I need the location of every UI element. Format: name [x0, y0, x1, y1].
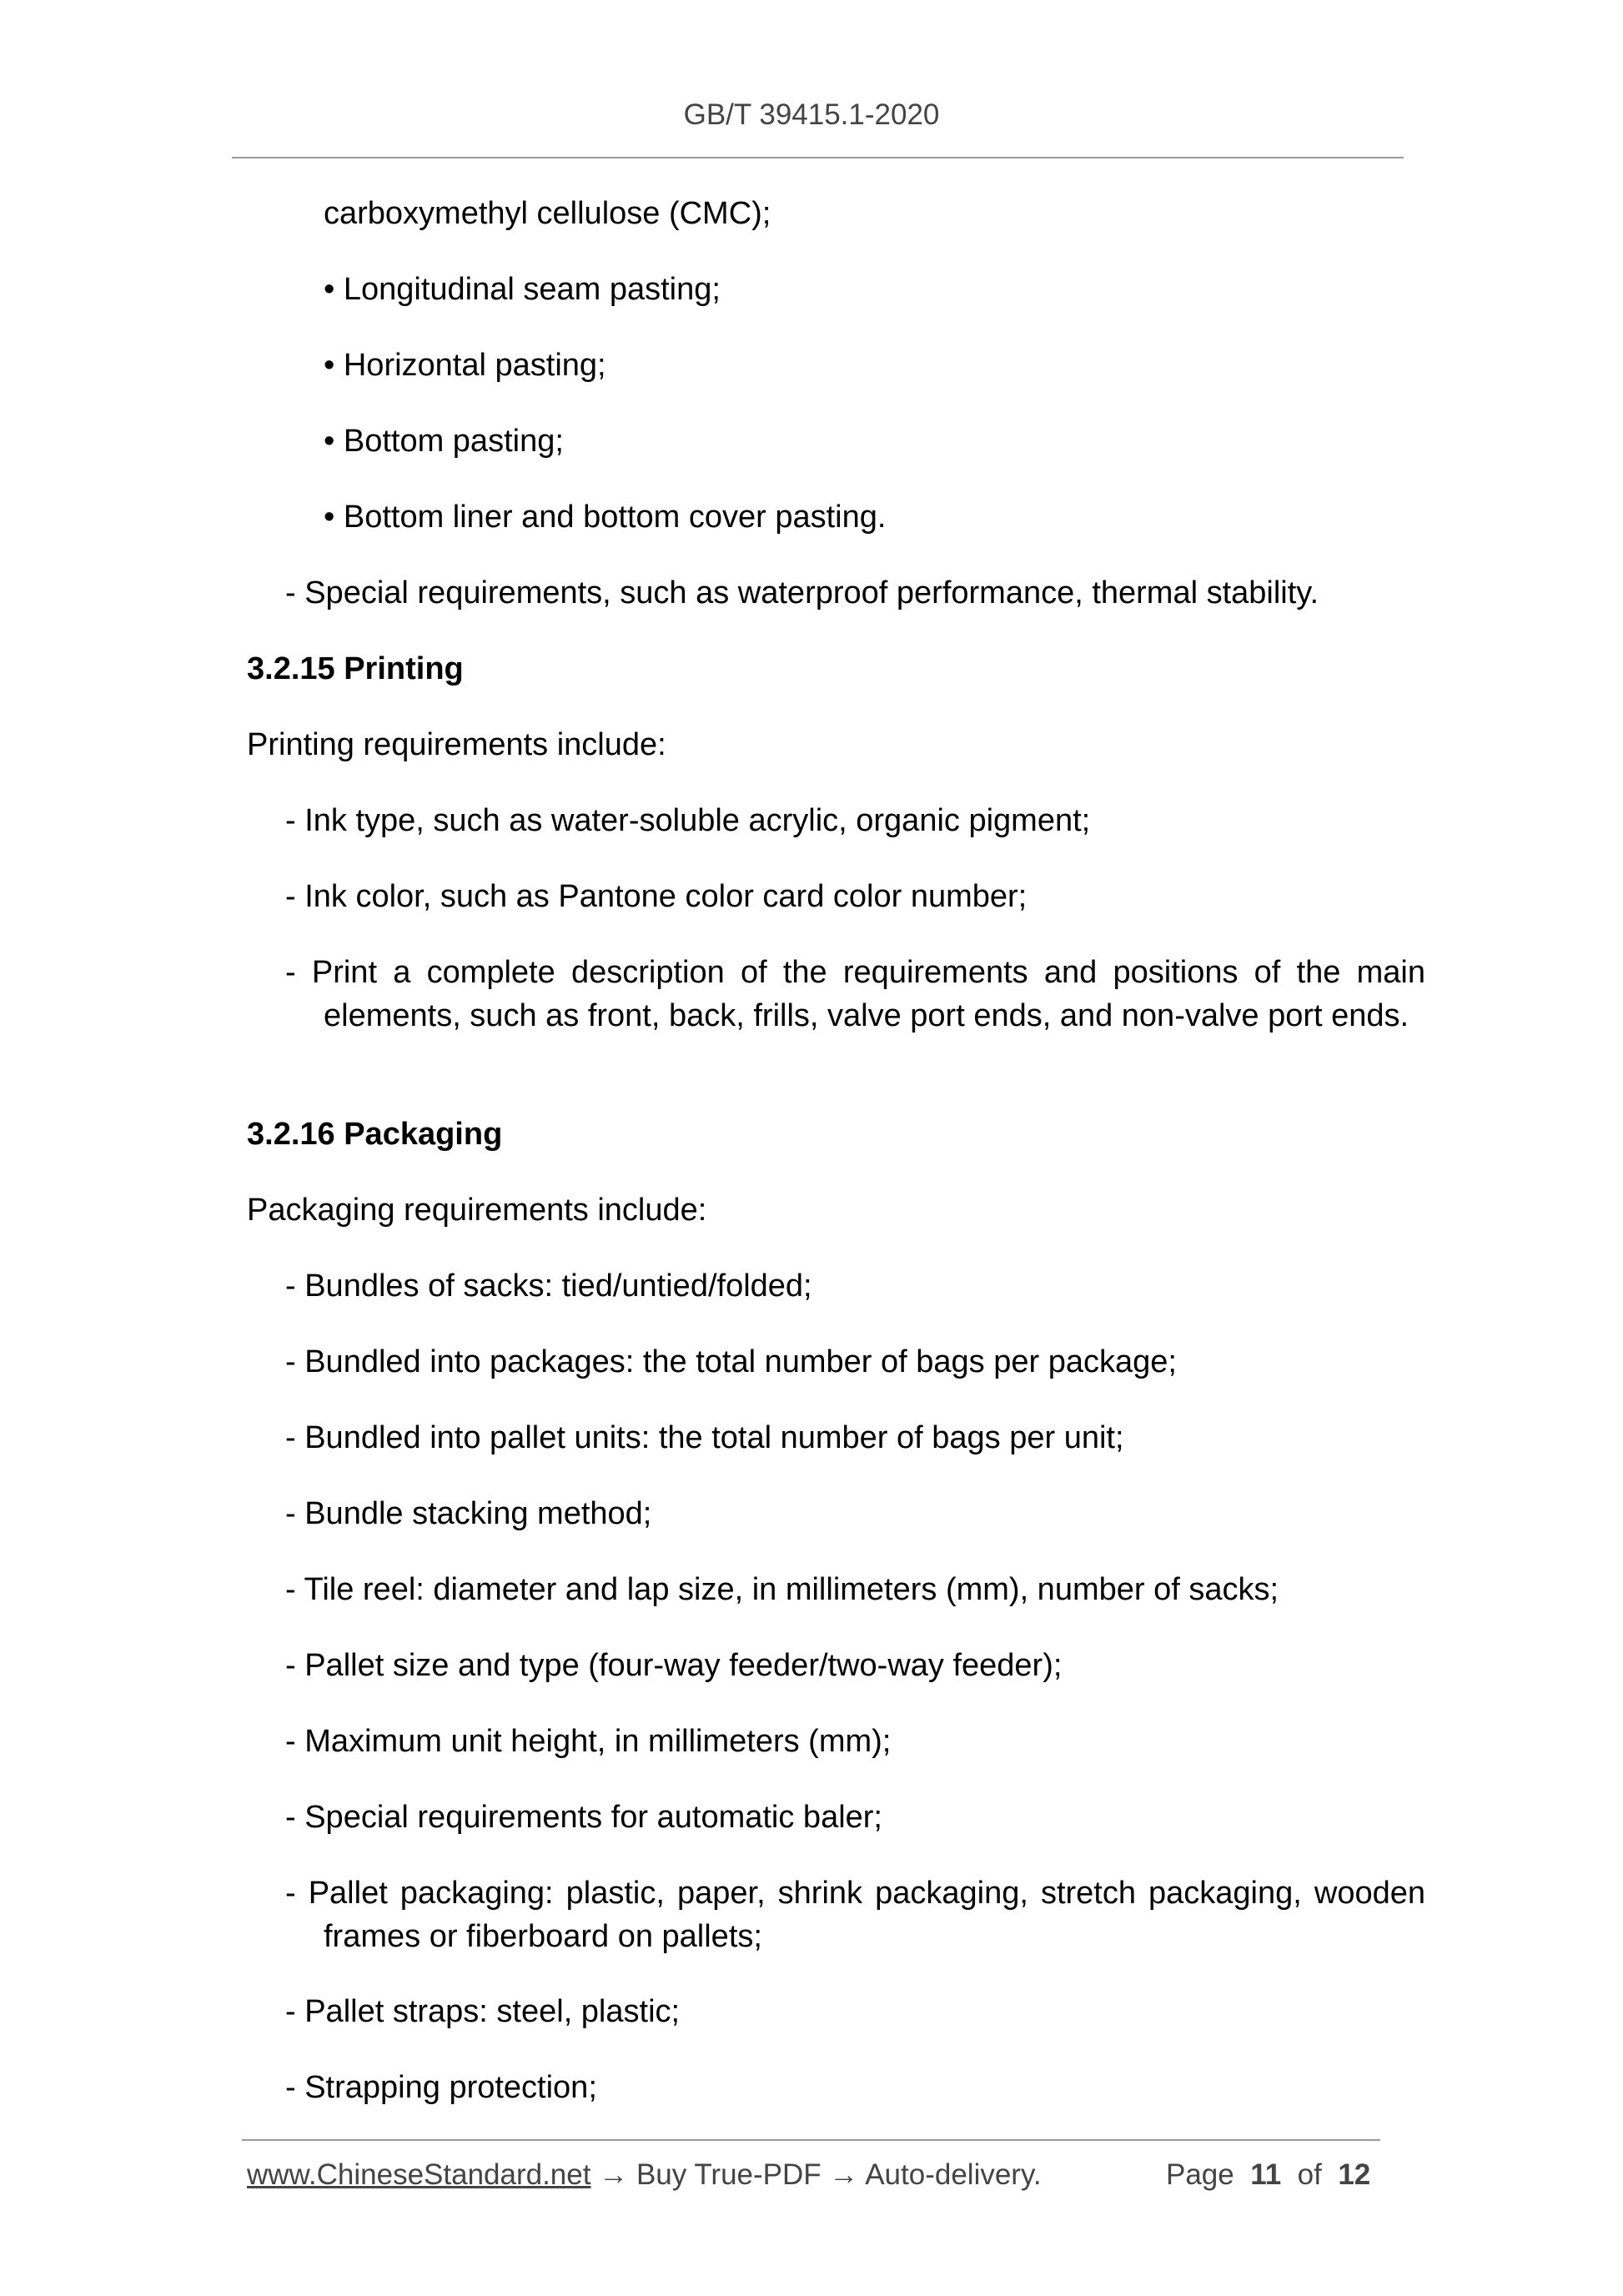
footer-buy-text: Buy True-PDF — [636, 2158, 822, 2191]
total-page-number: 12 — [1338, 2158, 1371, 2191]
bullet-longitudinal-seam: • Longitudinal seam pasting; — [324, 272, 721, 307]
footer-divider — [242, 2139, 1380, 2141]
packaging-item-tile-reel: - Tile reel: diameter and lap size, in millimeters (mm), number of sacks; — [285, 1572, 1279, 1607]
printing-item-ink-type: - Ink type, such as water-soluble acrylic, organic pigment; — [285, 803, 1091, 838]
page-label: Page — [1166, 2158, 1234, 2191]
bullet-bottom-liner: • Bottom liner and bottom cover pasting. — [324, 500, 887, 535]
footer-delivery-text: Auto-delivery. — [865, 2158, 1042, 2191]
printing-intro: Printing requirements include: — [247, 727, 666, 762]
page-of-label: of — [1297, 2158, 1322, 2191]
packaging-item-max-height: - Maximum unit height, in millimeters (mm); — [285, 1724, 892, 1759]
current-page-number: 11 — [1250, 2158, 1282, 2191]
packaging-item-pallet-packaging: - Pallet packaging: plastic, paper, shrink packaging, stretch packaging, wooden frames or fiberboard on pallets; — [285, 1876, 1425, 1954]
footer-promo — [247, 2158, 1042, 2192]
bullet-bottom-pasting: • Bottom pasting; — [324, 424, 564, 459]
packaging-item-pallet-units: - Bundled into pallet units: the total number of bags per unit; — [285, 1420, 1124, 1455]
packaging-item-stacking: - Bundle stacking method; — [285, 1496, 652, 1531]
packaging-item-pallet-straps: - Pallet straps: steel, plastic; — [285, 1994, 681, 2029]
page-header-title: GB/T 39415.1-2020 — [683, 98, 940, 131]
page-indicator — [1166, 2158, 1370, 2192]
bullet-horizontal-pasting: • Horizontal pasting; — [324, 348, 606, 383]
packaging-item-packages: - Bundled into packages: the total number of bags per package; — [285, 1344, 1177, 1379]
packaging-intro: Packaging requirements include: — [247, 1193, 707, 1228]
packaging-item-baler: - Special requirements for automatic baler; — [285, 1800, 882, 1835]
packaging-item-strapping-protection: - Strapping protection; — [285, 2070, 597, 2105]
printing-item-ink-color: - Ink color, such as Pantone color card color number; — [285, 879, 1028, 914]
printing-item-description: - Print a complete description of the requirements and positions of the main elements, such as front, back, frills, valve port ends, and non-valve port ends. — [285, 955, 1425, 1033]
section-heading-printing: 3.2.15 Printing — [247, 651, 464, 686]
section-heading-packaging: 3.2.16 Packaging — [247, 1117, 503, 1152]
packaging-item-pallet-size: - Pallet size and type (four-way feeder/two-way feeder); — [285, 1648, 1063, 1683]
arrow-right-icon: → — [829, 2158, 859, 2191]
text-line-cmc: carboxymethyl cellulose (CMC); — [324, 196, 771, 231]
packaging-item-bundles: - Bundles of sacks: tied/untied/folded; — [285, 1269, 812, 1304]
header-divider — [232, 157, 1404, 158]
arrow-right-icon: → — [599, 2158, 629, 2191]
item-special-requirements: - Special requirements, such as waterproof performance, thermal stability. — [285, 575, 1319, 610]
website-link[interactable]: www.ChineseStandard.net — [247, 2158, 591, 2191]
